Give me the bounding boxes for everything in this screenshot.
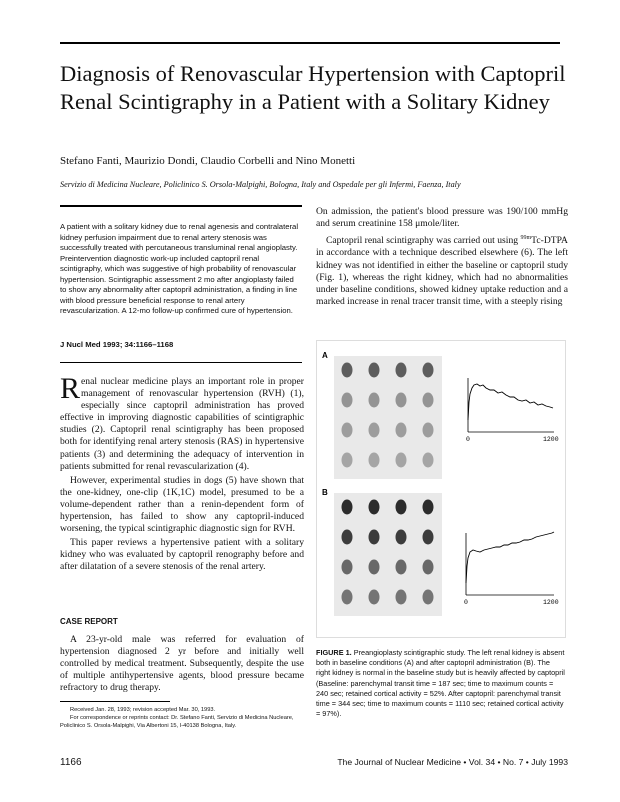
- kidney-frame-2-3: [423, 423, 434, 438]
- intro-paragraph-2: However, experimental studies in dogs (5) have shown that the one-kidney, one-clip (1K,1C) model, presumed to be a volume-dependent rather than a renin-dependent form of hypertension, has failed to show any captopril-induced worsening, the typical scintigraphic diagnostic sign for RVH.: [60, 474, 304, 535]
- kidney-frame-1-0: [342, 393, 353, 408]
- footnote-rule: [60, 701, 170, 702]
- intro-rule: [60, 362, 302, 363]
- drop-cap: R: [60, 372, 81, 405]
- citation: J Nucl Med 1993; 34:1166–1168: [60, 340, 174, 349]
- kidney-frame-0-3: [423, 363, 434, 378]
- intro-paragraph-1: [60, 372, 304, 473]
- kidney-frame-0-2: [396, 363, 407, 378]
- kidney-frame-1-2: [396, 530, 407, 545]
- kidney-frame-1-1: [369, 530, 380, 545]
- kidney-frame-3-0: [342, 453, 353, 468]
- kidney-frame-1-3: [423, 530, 434, 545]
- kidney-frame-2-0: [342, 423, 353, 438]
- kidney-frame-0-0: [342, 363, 353, 378]
- page-number: 1166: [60, 757, 82, 768]
- figure-caption: [316, 648, 566, 719]
- kidney-frame-3-2: [396, 453, 407, 468]
- kidney-frame-1-2: [396, 393, 407, 408]
- kidney-frame-0-1: [369, 363, 380, 378]
- kidney-frame-3-1: [369, 453, 380, 468]
- abstract: A patient with a solitary kidney due to renal agenesis and contralateral kidney perfusion impairment due to renal artery stenosis was successfully treated with percutaneous transluminal renal angioplasty. Preintervention diagnostic work-up included captopril renal scintigraphy, which was suggestive of high probability of renovascular hypertension. Scintigraphic assessment 2 mo after angioplasty failed to show any abnormality after captopril administration, a finding in line with blood pressure beneficial response to renal artery revascularization. A 12-mo follow-up confirmed cure of hypertension.: [60, 222, 299, 315]
- kidney-frame-1-1: [369, 393, 380, 408]
- journal-running-footer: The Journal of Nuclear Medicine • Vol. 34 • No. 7 • July 1993: [337, 757, 568, 767]
- intro-paragraph-3: This paper reviews a hypertensive patient with a solitary kidney who was evaluated by captopril renography before and after dilatation of a severe stenosis of the renal artery.: [60, 537, 304, 573]
- kidney-frame-3-2: [396, 590, 407, 605]
- intro-p1-text: enal nuclear medicine plays an important role in proper management of renovascular hypertension (RVH) (1), especially since captopril administration has proved effective in improving diagnostic capabilities of scintigraphic studies (2). Captopril renal scintigraphy has been proposed both for identifying renal artery stenosis (RAS) in hypertensive patients (3) and determining the adequacy of intervention in patients submitted for renal revascularization (4).: [60, 376, 304, 472]
- panel-a-label: A: [322, 351, 328, 360]
- kidney-frame-3-1: [369, 590, 380, 605]
- kidney-frame-0-1: [369, 500, 380, 515]
- introduction: [60, 372, 304, 576]
- isotope-superscript: 99m: [520, 235, 532, 242]
- kidney-frame-3-3: [423, 453, 434, 468]
- right-p2-b: Tc-DTPA in accordance with a technique described elsewhere (6). The left kidney was not identified in either the baseline or captopril study (Fig. 1), whereas the right kidney, which had no abnormalities under baseline conditions, showed kidney uptake reduction and a marked increase in renal tracer transit time, with a steeply rising: [316, 235, 568, 307]
- kidney-frame-1-0: [342, 530, 353, 545]
- right-column-text: [316, 206, 568, 310]
- panel-b-label: B: [322, 488, 328, 497]
- case-paragraph-1: A 23-yr-old male was referred for evaluation of hypertension diagnosed 2 yr before and initially well controlled by medical treatment. Subsequently, despite the use of multiple antihypertensive agents, blood pressure became refractory to drug therapy.: [60, 634, 304, 694]
- figure-1: [316, 340, 566, 638]
- kidney-frame-2-1: [369, 423, 380, 438]
- affiliation: Servizio di Medicina Nucleare, Policlinico S. Orsola-Malpighi, Bologna, Italy and Ospedale per gli Infermi, Faenza, Italy: [60, 180, 461, 189]
- top-rule: [60, 42, 560, 44]
- kidney-frame-3-3: [423, 590, 434, 605]
- curve-a-x1: 1200: [543, 436, 559, 443]
- curve-b-x1: 1200: [543, 599, 559, 606]
- correspondence-note: For correspondence or reprints contact: Dr. Stefano Fanti, Servizio di Medicina Nucleare, Policlinico S. Orsola-Malpighi, Via Albertoni 15, I-40138 Bologna, Italy.: [60, 715, 294, 729]
- figure-caption-label: FIGURE 1.: [316, 648, 352, 657]
- right-paragraph-1: On admission, the patient's blood pressure was 190/100 mmHg and serum creatinine 158 μmole/liter.: [316, 206, 568, 230]
- right-p2-a: Captopril renal scintigraphy was carried out using: [326, 235, 521, 247]
- figure-caption-text: Preangioplasty scintigraphic study. The left renal kidney is absent both in baseline conditions (A) and after captopril administration (B). The right kidney is normal in the baseline study but is heavily affected by captopril (Baseline: parenchymal transit time = 187 sec; time to maximum counts = 240 sec; retained cortical activity = 52%. After captopril: parenchymal transit time = 344 sec; time to maximum counts = 1110 sec; retained cortical activity = 97%).: [316, 648, 565, 719]
- article-title: Diagnosis of Renovascular Hypertension with Captopril Renal Scintigraphy in a Patient with a Solitary Kidney: [60, 61, 566, 114]
- footnotes: [60, 706, 304, 730]
- kidney-frame-0-0: [342, 500, 353, 515]
- abstract-rule: [60, 205, 302, 207]
- kidney-frame-1-3: [423, 393, 434, 408]
- kidney-frame-2-3: [423, 560, 434, 575]
- kidney-frame-2-2: [396, 560, 407, 575]
- kidney-frame-2-0: [342, 560, 353, 575]
- kidney-frame-2-2: [396, 423, 407, 438]
- received-note: Received Jan. 28, 1993; revision accepted Mar. 30, 1993.: [70, 707, 216, 713]
- authors: Stefano Fanti, Maurizio Dondi, Claudio Corbelli and Nino Monetti: [60, 155, 356, 167]
- kidney-frame-0-3: [423, 500, 434, 515]
- kidney-frame-3-0: [342, 590, 353, 605]
- case-report-heading: CASE REPORT: [60, 617, 118, 626]
- case-report: [60, 634, 304, 696]
- curve-a-x0: 0: [466, 436, 470, 443]
- kidney-frame-0-2: [396, 500, 407, 515]
- right-paragraph-2: [316, 232, 568, 308]
- curve-b-x0: 0: [464, 599, 468, 606]
- kidney-frame-2-1: [369, 560, 380, 575]
